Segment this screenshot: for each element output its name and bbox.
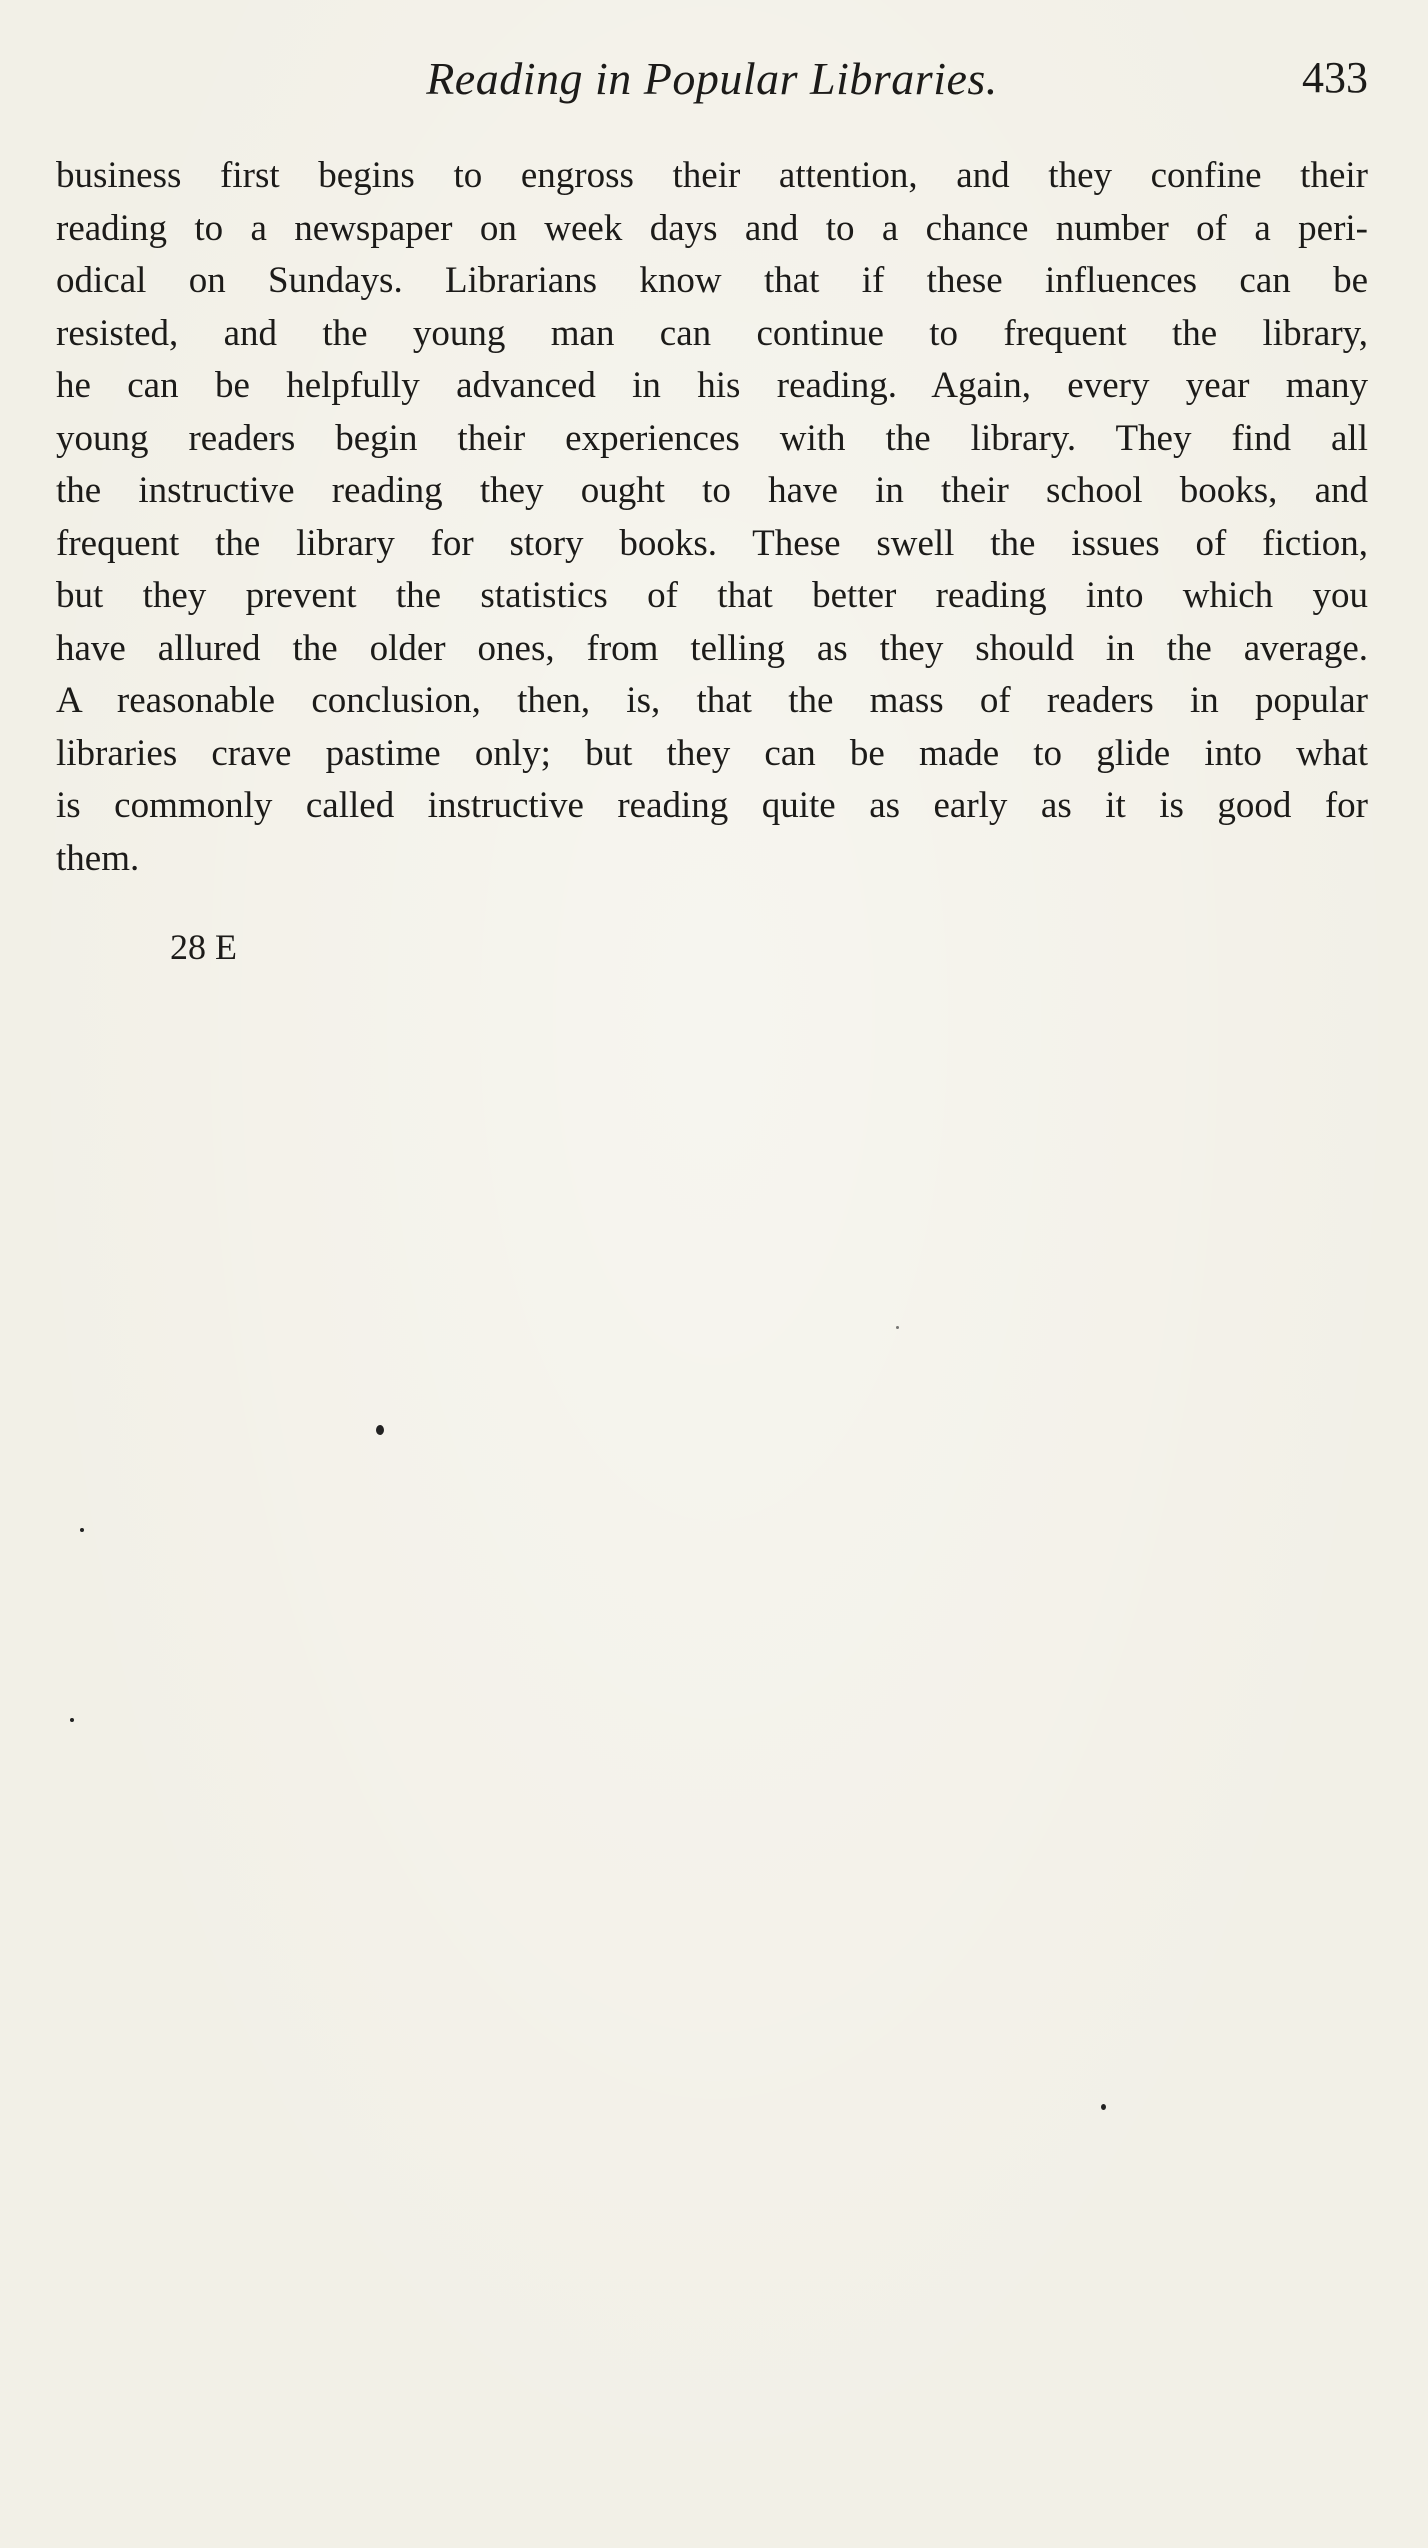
- text-line: he can be helpfully advanced in his reading. Again, every year many: [56, 365, 1368, 406]
- text-line: the instructive reading they ought to have in their school books, and: [56, 470, 1368, 511]
- ink-speck: [896, 1326, 899, 1329]
- text-line: resisted, and the young man can continue to frequent the library,: [56, 312, 1368, 354]
- text-line: odical on Sundays. Librarians know that if these influences can be: [56, 260, 1368, 301]
- text-line: is commonly called instructive reading quite as early as it is good for: [56, 785, 1368, 826]
- ink-speck: [70, 1718, 74, 1722]
- text-line: frequent the library for story books. These swell the issues of fiction,: [56, 522, 1368, 564]
- text-line: A reasonable conclusion, then, is, that the mass of readers in popular: [56, 680, 1368, 721]
- running-head: [56, 52, 1368, 122]
- text-line: have allured the older ones, from telling as they should in the average.: [56, 627, 1368, 669]
- ink-speck: [1101, 2104, 1106, 2110]
- signature-mark: 28 E: [170, 927, 237, 967]
- body-paragraph: [56, 150, 1368, 885]
- running-title: Reading in Popular Libraries.: [426, 53, 998, 104]
- text-line: business first begins to engross their attention, and they confine their: [56, 155, 1368, 196]
- ink-speck: [80, 1528, 84, 1532]
- page-number: 433: [1302, 53, 1368, 102]
- text-line: young readers begin their experiences with the library. They find all: [56, 417, 1368, 459]
- text-line: libraries crave pastime only; but they can be made to glide into what: [56, 732, 1368, 774]
- text-line: reading to a newspaper on week days and to a chance number of a peri-: [56, 207, 1368, 249]
- ink-speck: [376, 1425, 384, 1435]
- text-line: but they prevent the statistics of that better reading into which you: [56, 575, 1368, 616]
- text-line: them.: [56, 837, 140, 879]
